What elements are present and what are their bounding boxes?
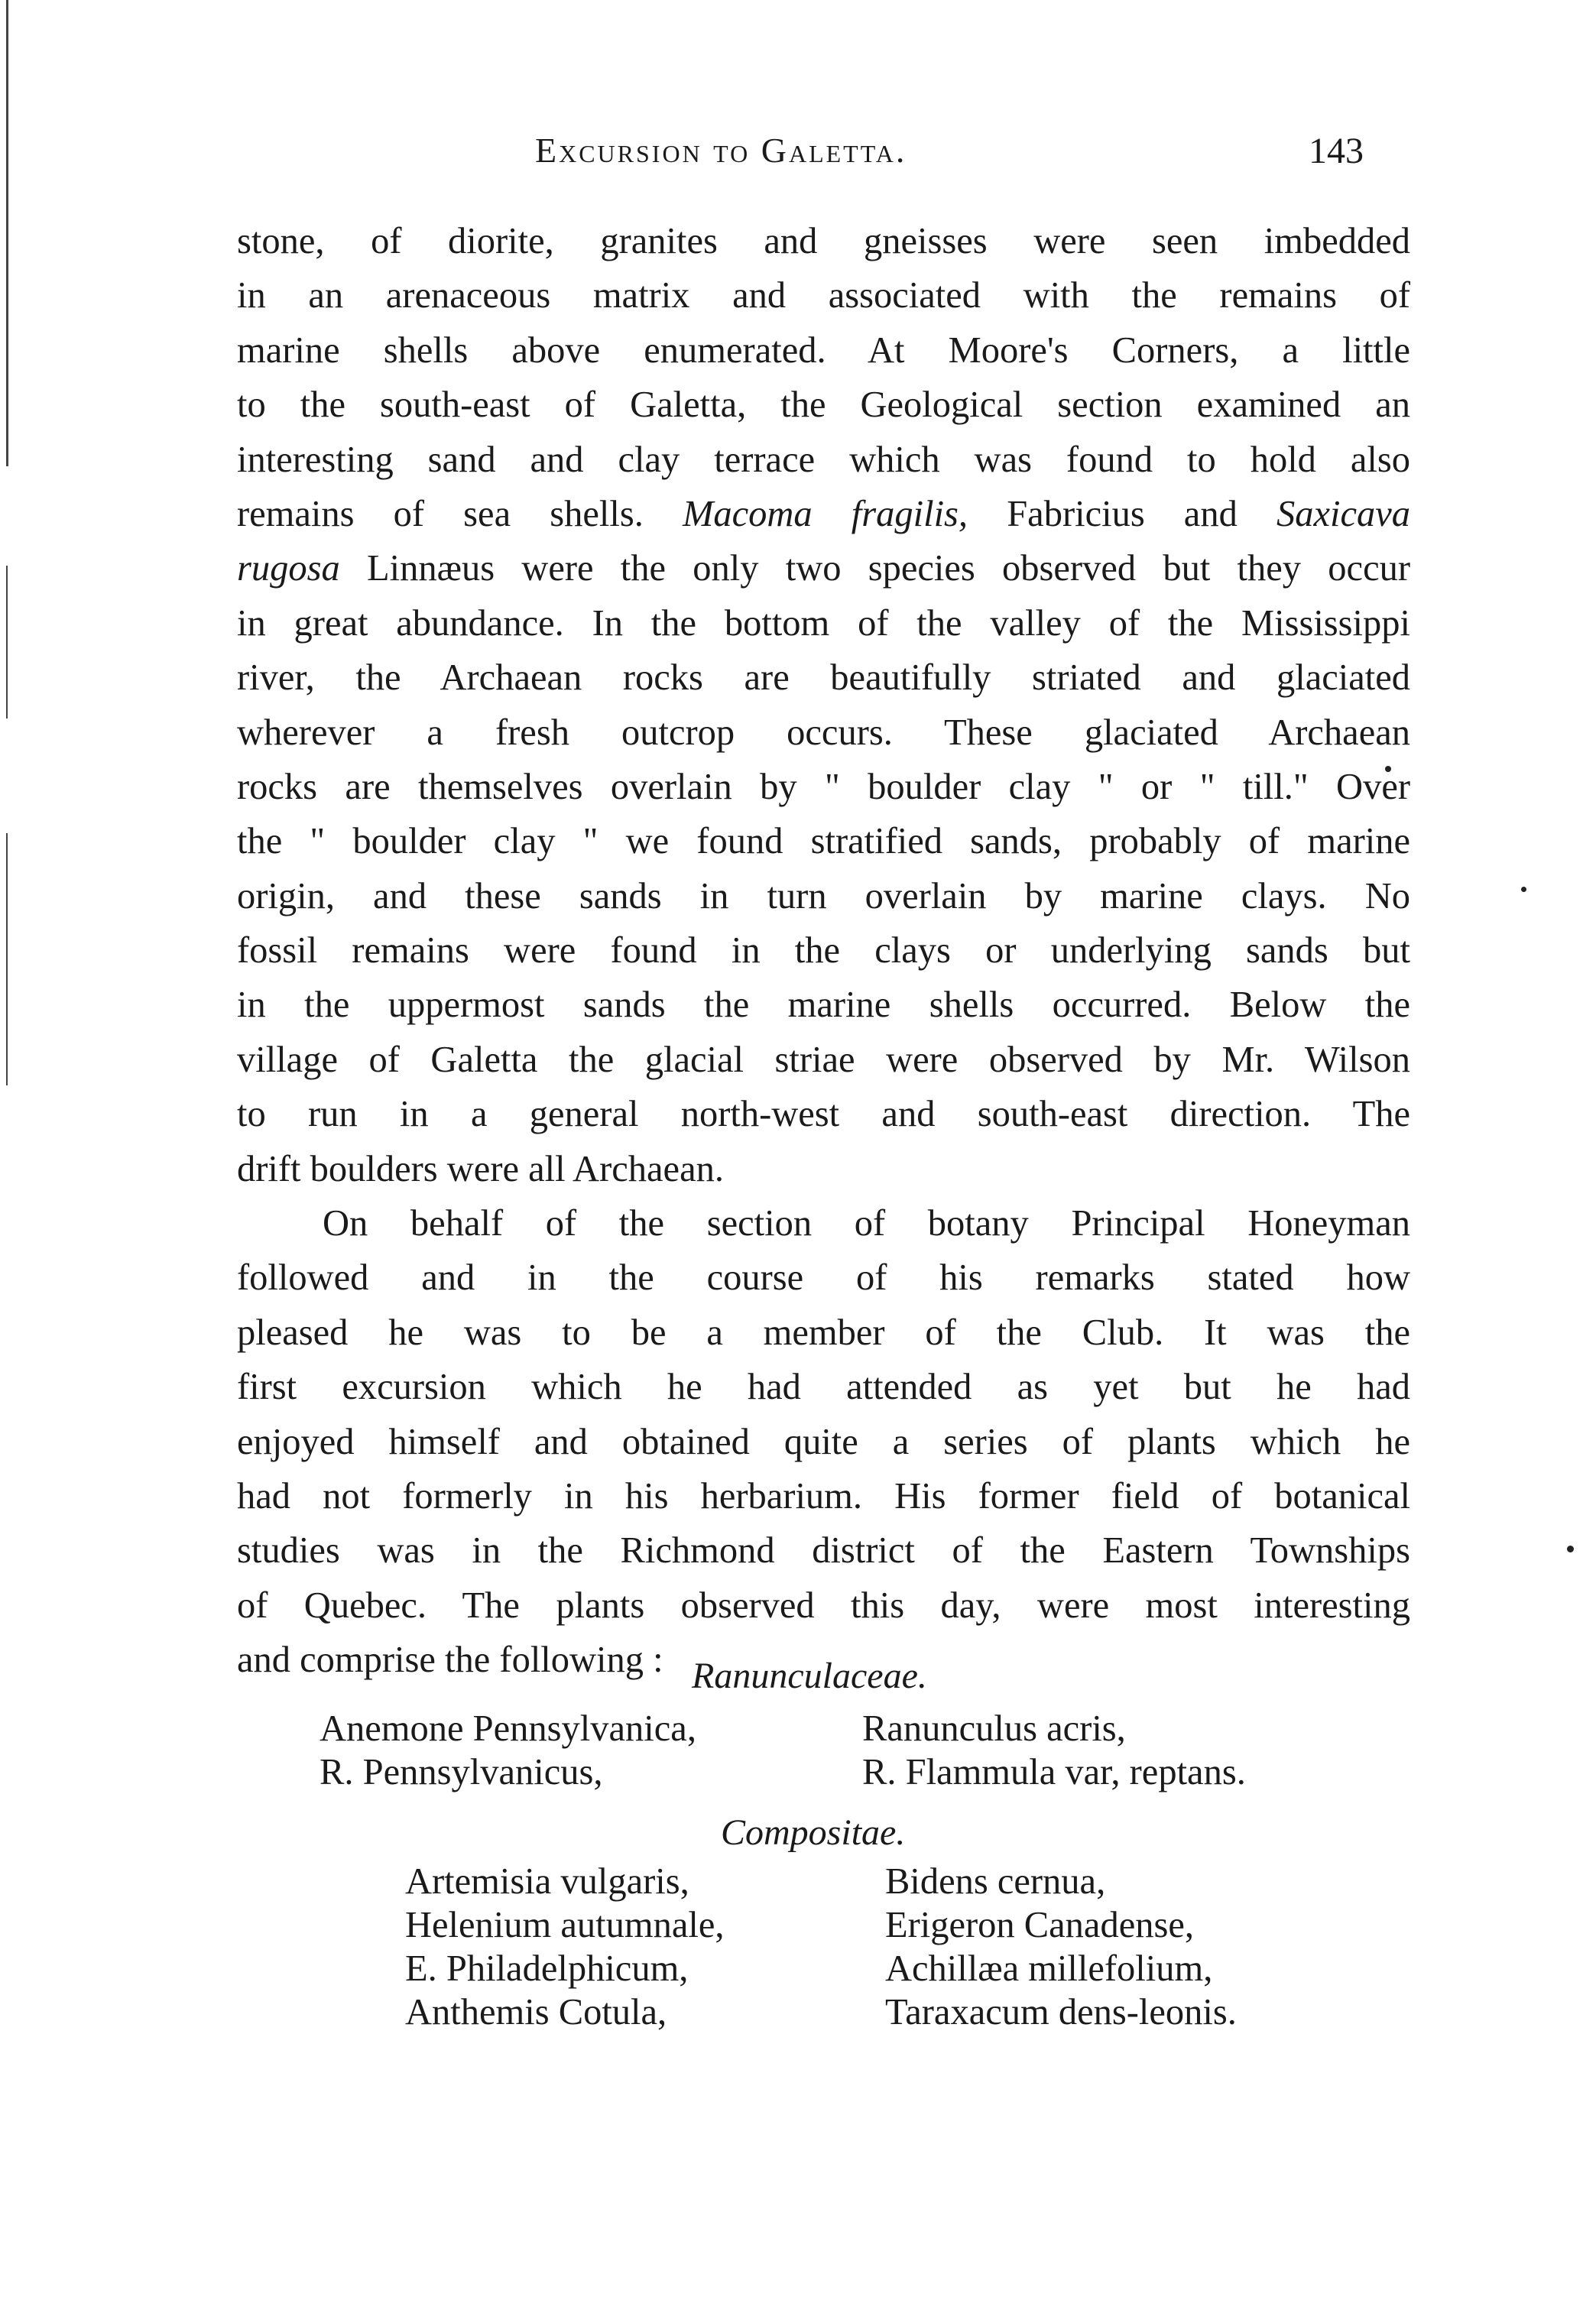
species-item: Achillæa millefolium,: [885, 1948, 1213, 1989]
text-line: in the uppermost sands the marine shells occurred. Below the: [237, 985, 1410, 1026]
text-line: interesting sand and clay terrace which was found to hold also: [237, 439, 1410, 480]
text-line: river, the Archaean rocks are beautifully striated and glaciated: [237, 657, 1410, 699]
species-item: R. Flammula var, reptans.: [862, 1752, 1246, 1792]
species-item: Helenium autumnale,: [405, 1905, 725, 1945]
species-name: rugosa: [237, 548, 340, 589]
species-item: Bidens cernua,: [885, 1861, 1106, 1902]
text-fragment: remains of sea shells.: [237, 493, 644, 534]
species-item: E. Philadelphicum,: [405, 1948, 689, 1989]
running-title: Excursion to Galetta.: [535, 131, 907, 170]
page-number: 143: [1309, 131, 1364, 171]
text-line: studies was in the Richmond district of the Eastern Townships: [237, 1530, 1410, 1572]
binding-edge-mark: [6, 833, 8, 1085]
text-line: first excursion which he had attended as yet but he had: [237, 1367, 1410, 1408]
body-text: [237, 214, 1410, 1688]
text-line: of Quebec. The plants observed this day, were most interesting: [237, 1585, 1410, 1626]
text-line: enjoyed himself and obtained quite a series of plants which he: [237, 1421, 1410, 1462]
text-line: origin, and these sands in turn overlain by marine clays. No: [237, 875, 1410, 916]
text-fragment: Fabricius and: [1007, 493, 1238, 534]
text-fragment: Linnæus were the only two species observed but they occur: [339, 548, 1410, 589]
family-heading: Compositae.: [721, 1812, 906, 1853]
text-line: village of Galetta the glacial striae were observed by Mr. Wilson: [237, 1039, 1410, 1080]
species-item: Anemone Pennsylvanica,: [320, 1708, 696, 1749]
scan-speck: [1567, 1546, 1574, 1552]
text-line: rocks are themselves overlain by " boulder clay " or " till." Over: [237, 766, 1410, 807]
text-line-with-species: [237, 541, 1410, 595]
text-line: to the south-east of Galetta, the Geological section examined an: [237, 384, 1410, 426]
text-line: On behalf of the section of botany Principal Honeyman: [323, 1203, 1410, 1244]
text-line: and comprise the following :: [237, 1640, 663, 1681]
species-name: Saxicava: [1276, 493, 1411, 534]
text-line: followed and in the course of his remarks stated how: [237, 1257, 1410, 1299]
text-line: marine shells above enumerated. At Moore's Corners, a little: [237, 329, 1410, 371]
species-item: Taraxacum dens-leonis.: [885, 1992, 1237, 2032]
species-item: Artemisia vulgaris,: [405, 1861, 689, 1902]
text-line: in an arenaceous matrix and associated with the remains of: [237, 275, 1410, 316]
text-line: to run in a general north-west and south-east direction. The: [237, 1094, 1410, 1135]
text-line: pleased he was to be a member of the Club. It was the: [237, 1312, 1410, 1353]
species-name: Macoma fragilis,: [682, 493, 968, 534]
text-line: had not formerly in his herbarium. His former field of botanical: [237, 1475, 1410, 1517]
text-line: wherever a fresh outcrop occurs. These glaciated Archaean: [237, 712, 1410, 753]
species-item: Anthemis Cotula,: [405, 1992, 667, 2032]
species-item: R. Pennsylvanicus,: [320, 1752, 603, 1792]
text-line-with-species: [237, 487, 1410, 541]
binding-edge-mark: [6, 566, 8, 719]
text-line: drift boulders were all Archaean.: [237, 1148, 724, 1189]
text-line: in great abundance. In the bottom of the valley of the Mississippi: [237, 602, 1410, 644]
species-item: Ranunculus acris,: [862, 1708, 1126, 1749]
text-line: the " boulder clay " we found stratified sands, probably of marine: [237, 821, 1410, 862]
text-line: fossil remains were found in the clays or underlying sands but: [237, 930, 1410, 972]
text-line: stone, of diorite, granites and gneisses were seen imbedded: [237, 221, 1410, 261]
species-item: Erigeron Canadense,: [885, 1905, 1195, 1945]
family-heading: Ranunculaceae.: [692, 1656, 927, 1696]
scan-speck: [1521, 887, 1526, 892]
binding-edge-mark: [6, 0, 8, 466]
